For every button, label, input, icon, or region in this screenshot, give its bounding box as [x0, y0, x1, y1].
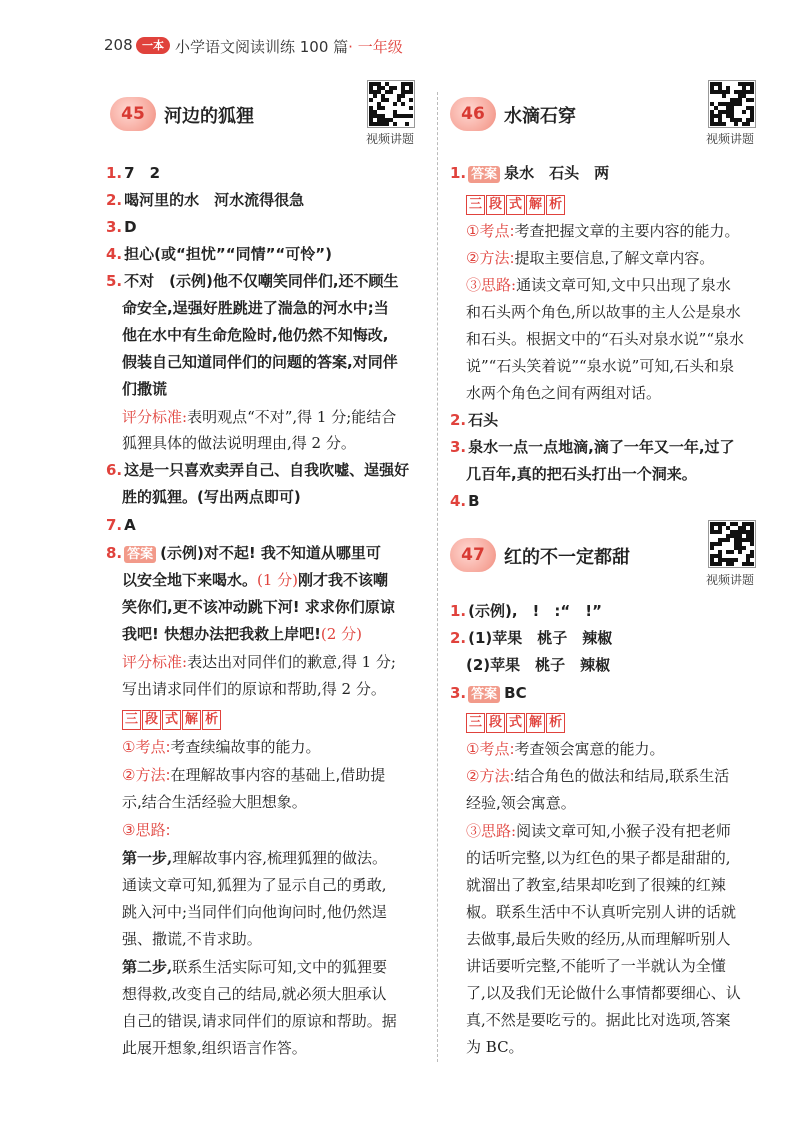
- lesson-number-badge: 45: [110, 97, 156, 131]
- answer-line: 7. A: [106, 516, 136, 534]
- answer-line: 3. 泉水一点一点地滴,滴了一年又一年,过了: [450, 438, 735, 456]
- analysis-line: 和石头。根据文中的“石头对泉水说”“泉水: [466, 330, 745, 348]
- analysis-line: 和石头两个角色,所以故事的主人公是泉水: [466, 303, 741, 321]
- analysis-line: 的话听完整,以为红色的果子都是甜甜的,: [466, 849, 731, 867]
- answer-line: 3. D: [106, 218, 137, 236]
- answer-line: 们撒谎: [122, 380, 168, 398]
- three-step-analysis-label: 三 段 式 解 析: [466, 708, 566, 734]
- analysis-line: 第一步,理解故事内容,梳理狐狸的做法。: [122, 849, 388, 867]
- analysis-line: 自己的错误,请求同伴们的原谅和帮助。据: [122, 1012, 397, 1030]
- analysis-line: 示,结合生活经验大胆想象。: [122, 793, 307, 811]
- answer-line: 胜的狐狸。(写出两点即可): [122, 488, 301, 506]
- analysis-line: ③思路:通读文章可知,文中只出现了泉水: [466, 276, 731, 294]
- answer-line: 笑你们,更不该冲动跳下河! 求求你们原谅: [122, 598, 395, 616]
- analysis-line: 椒。联系生活中不认真听完别人讲的话就: [466, 903, 737, 921]
- lesson-title: 河边的狐狸: [164, 106, 254, 127]
- answer-line: 3. 答案 BC: [450, 684, 527, 702]
- answer-line: 2. (1)苹果 桃子 辣椒: [450, 629, 613, 647]
- analysis-line: ①考点:考查续编故事的能力。: [122, 738, 321, 756]
- analysis-line: 通读文章可知,狐狸为了显示自己的勇敢,: [122, 876, 387, 894]
- analysis-line: 经验,领会寓意。: [466, 794, 576, 812]
- qr-code-icon[interactable]: [708, 80, 756, 128]
- analysis-line: 第二步,联系生活实际可知,文中的狐狸要: [122, 958, 388, 976]
- column-divider: [437, 92, 438, 1062]
- lesson-title: 水滴石穿: [504, 106, 576, 127]
- analysis-line: 了,以及我们无论做什么事情都要细心、认: [466, 984, 741, 1002]
- answer-tag: 答案: [468, 166, 500, 183]
- lesson-number-badge: 47: [450, 538, 496, 572]
- analysis-line: ②方法:提取主要信息,了解文章内容。: [466, 249, 715, 267]
- analysis-line: 想得救,改变自己的结局,就必须大胆承认: [122, 985, 387, 1003]
- lesson-title: 红的不一定都甜: [504, 547, 630, 568]
- answer-line: 1. 7 2: [106, 164, 161, 182]
- answer-line: 6. 这是一只喜欢卖弄自己、自我吹嘘、逞强好: [106, 461, 410, 479]
- answer-line: 命安全,逞强好胜跳进了湍急的河水中;当: [122, 299, 389, 317]
- analysis-line: 跳入河中;当同伴们向他询问时,他仍然逞: [122, 903, 387, 921]
- analysis-line: ③思路:阅读文章可知,小猴子没有把老师: [466, 822, 731, 840]
- brand-logo: 一本: [136, 37, 170, 54]
- answer-line: 2. 喝河里的水 河水流得很急: [106, 191, 305, 209]
- analysis-line: 讲话要听完整,不能听了一半就认为全懂: [466, 957, 726, 975]
- answer-line: 1. (示例), ! :“ !”: [450, 602, 602, 620]
- answer-line: 以安全地下来喝水。(1 分)刚才我不该嘲: [122, 571, 389, 589]
- analysis-line: 说”“石头笑着说”“泉水说”可知,石头和泉: [466, 357, 735, 375]
- answer-line: 假装自己知道同伴们的问题的答案,对同伴: [122, 353, 398, 371]
- analysis-line: 此展开想象,组织语言作答。: [122, 1039, 307, 1057]
- scoring-line: 评分标准:表明观点“不对”,得 1 分;能结合: [122, 408, 397, 426]
- analysis-line: 为 BC。: [466, 1038, 524, 1056]
- qr-code-icon[interactable]: [367, 80, 415, 128]
- scoring-line: 狐狸具体的做法说明理由,得 2 分。: [122, 434, 356, 452]
- lesson-number-badge: 46: [450, 97, 496, 131]
- page-number: 208: [104, 36, 133, 54]
- analysis-line: 就溜出了教室,结果却吃到了很辣的红辣: [466, 876, 726, 894]
- three-step-analysis-label: 三 段 式 解 析: [122, 705, 222, 731]
- qr-label: 视频讲题: [366, 132, 415, 146]
- qr-code-icon[interactable]: [708, 520, 756, 568]
- answer-line: 他在水中有生命危险时,他仍然不知悔改,: [122, 326, 389, 344]
- answer-line: 1. 答案 泉水 石头 两: [450, 164, 610, 182]
- qr-label: 视频讲题: [706, 573, 755, 587]
- answer-line: 几百年,真的把石头打出一个洞来。: [466, 465, 697, 483]
- answer-tag: 答案: [468, 686, 500, 703]
- answer-line: (2)苹果 桃子 辣椒: [466, 656, 611, 674]
- analysis-line: 去做事,最后失败的经历,从而理解听别人: [466, 930, 731, 948]
- scoring-line: 评分标准:表达出对同伴们的歉意,得 1 分;: [122, 653, 396, 671]
- qr-label: 视频讲题: [706, 132, 755, 146]
- grade-label: · 一年级: [348, 38, 403, 56]
- analysis-line: ①考点:考查领会寓意的能力。: [466, 740, 665, 758]
- answer-tag: 答案: [124, 546, 156, 563]
- analysis-line: 真,不然是要吃亏的。据此比对选项,答案: [466, 1011, 731, 1029]
- answer-line: 2. 石头: [450, 411, 499, 429]
- analysis-line: ①考点:考查把握文章的主要内容的能力。: [466, 222, 740, 240]
- analysis-line: ③思路:: [122, 821, 171, 839]
- answer-line: 4. B: [450, 492, 480, 510]
- analysis-line: 水两个角色之间有两组对话。: [466, 384, 662, 402]
- answer-line: 5. 不对 (示例)他不仅嘲笑同伴们,还不顾生: [106, 272, 399, 290]
- answer-line: 我吧! 快想办法把我救上岸吧!(2 分): [122, 625, 362, 643]
- three-step-analysis-label: 三 段 式 解 析: [466, 190, 566, 216]
- analysis-line: 强、撒谎,不肯求助。: [122, 930, 262, 948]
- answer-line: 8. 答案 (示例)对不起! 我不知道从哪里可: [106, 544, 381, 562]
- analysis-line: ②方法:结合角色的做法和结局,联系生活: [466, 767, 730, 785]
- answer-line: 4. 担心(或“担忧”“同情”“可怜”): [106, 245, 333, 263]
- analysis-line: ②方法:在理解故事内容的基础上,借助提: [122, 766, 386, 784]
- scoring-line: 写出请求同伴们的原谅和帮助,得 2 分。: [122, 680, 386, 698]
- book-title: 小学语文阅读训练 100 篇· 一年级: [175, 38, 403, 56]
